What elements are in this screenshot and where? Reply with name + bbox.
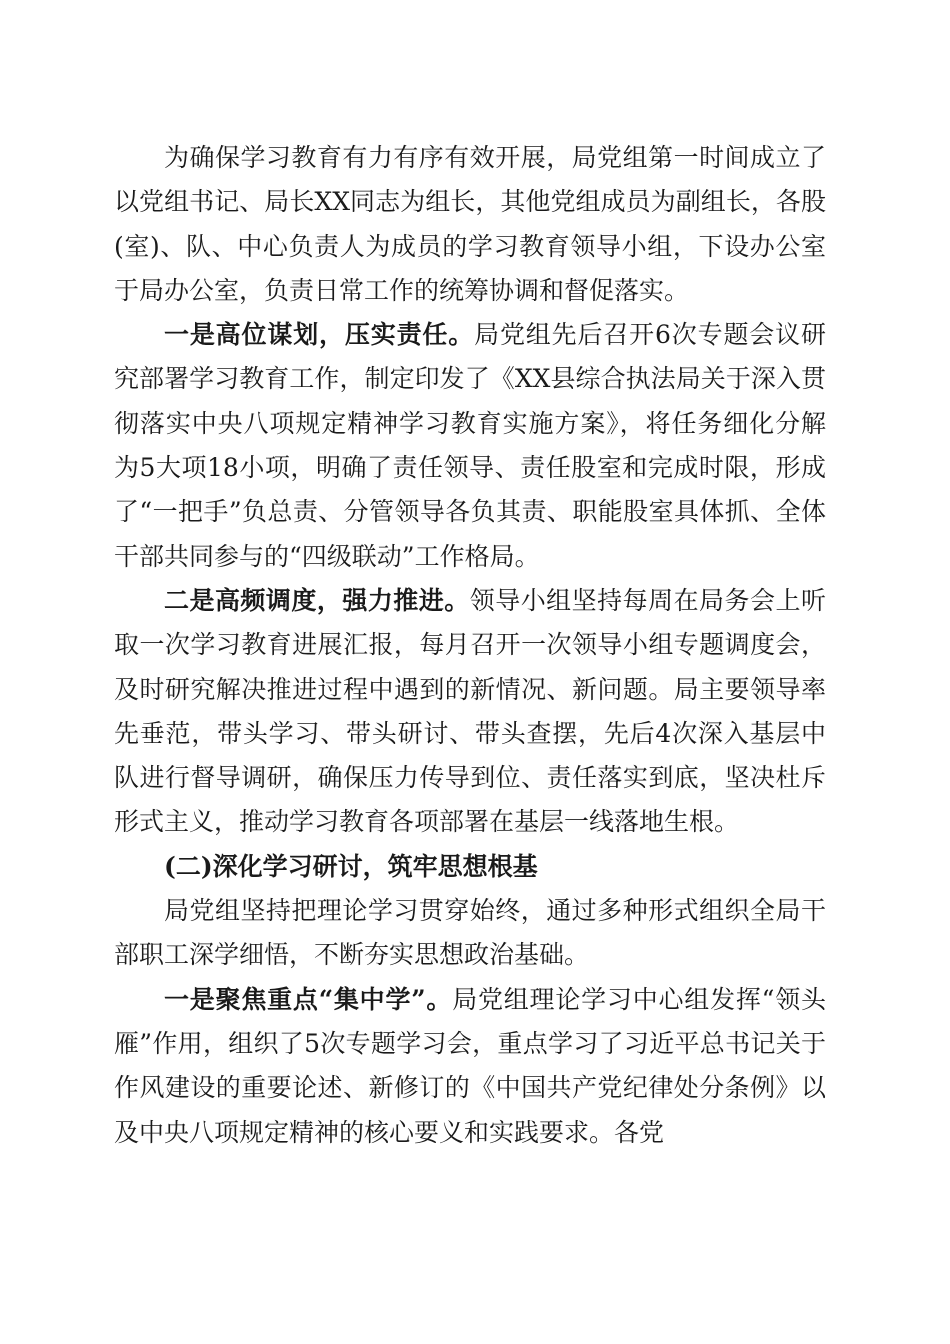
paragraph-intro (114, 136, 826, 313)
paragraph-text: 局党组坚持把理论学习贯穿始终，通过多种形式组织全局干部职工深学细悟，不断夯实思想政治基础。 (114, 896, 826, 970)
document-body (114, 136, 826, 1155)
paragraph-section-intro (114, 889, 826, 978)
paragraph-text: 局党组理论学习中心组发挥“领头雁”作用，组织了5次专题学习会，重点学习了习近平总书记关于作风建设的重要论述、新修订的《中国共产党纪律处分条例》以及中央八项规定精神的核心要义和实践要求。各党 (114, 984, 826, 1147)
section-heading (114, 845, 826, 889)
paragraph-item-1 (114, 313, 826, 579)
section-heading-text: (二)深化学习研讨，筑牢思想根基 (164, 851, 538, 881)
paragraph-text: 领导小组坚持每周在局务会上听取一次学习教育进展汇报，每月召开一次领导小组专题调度会，及时研究解决推进过程中遇到的新情况、新问题。局主要领导率先垂范，带头学习、带头研讨、带头查摆，先后4次深入基层中队进行督导调研，确保压力传导到位、责任落实到底，坚决杜斥形式主义，推动学习教育各项部署在基层一线落地生根。 (114, 585, 826, 837)
paragraph-lead: 一是高位谋划，压实责任。 (164, 320, 475, 350)
paragraph-text: 为确保学习教育有力有序有效开展，局党组第一时间成立了以党组书记、局长XX同志为组长，其他党组成员为副组长，各股(室)、队、中心负责人为成员的学习教育领导小组，下设办公室于局办公室，负责日常工作的统筹协调和督促落实。 (114, 143, 826, 305)
paragraph-text: 局党组先后召开6次专题会议研究部署学习教育工作，制定印发了《XX县综合执法局关于深入贯彻落实中央八项规定精神学习教育实施方案》，将任务细化分解为5大项18小项，明确了责任领导、责任股室和完成时限，形成了“一把手”负总责、分管领导各负其责、职能股室具体抓、全体干部共同参与的“四级联动”工作格局。 (114, 320, 826, 571)
paragraph-item-2 (114, 579, 826, 845)
paragraph-lead: 二是高频调度，强力推进。 (164, 585, 470, 615)
paragraph-lead: 一是聚焦重点“集中学”。 (164, 984, 453, 1014)
paragraph-item-3 (114, 978, 826, 1155)
